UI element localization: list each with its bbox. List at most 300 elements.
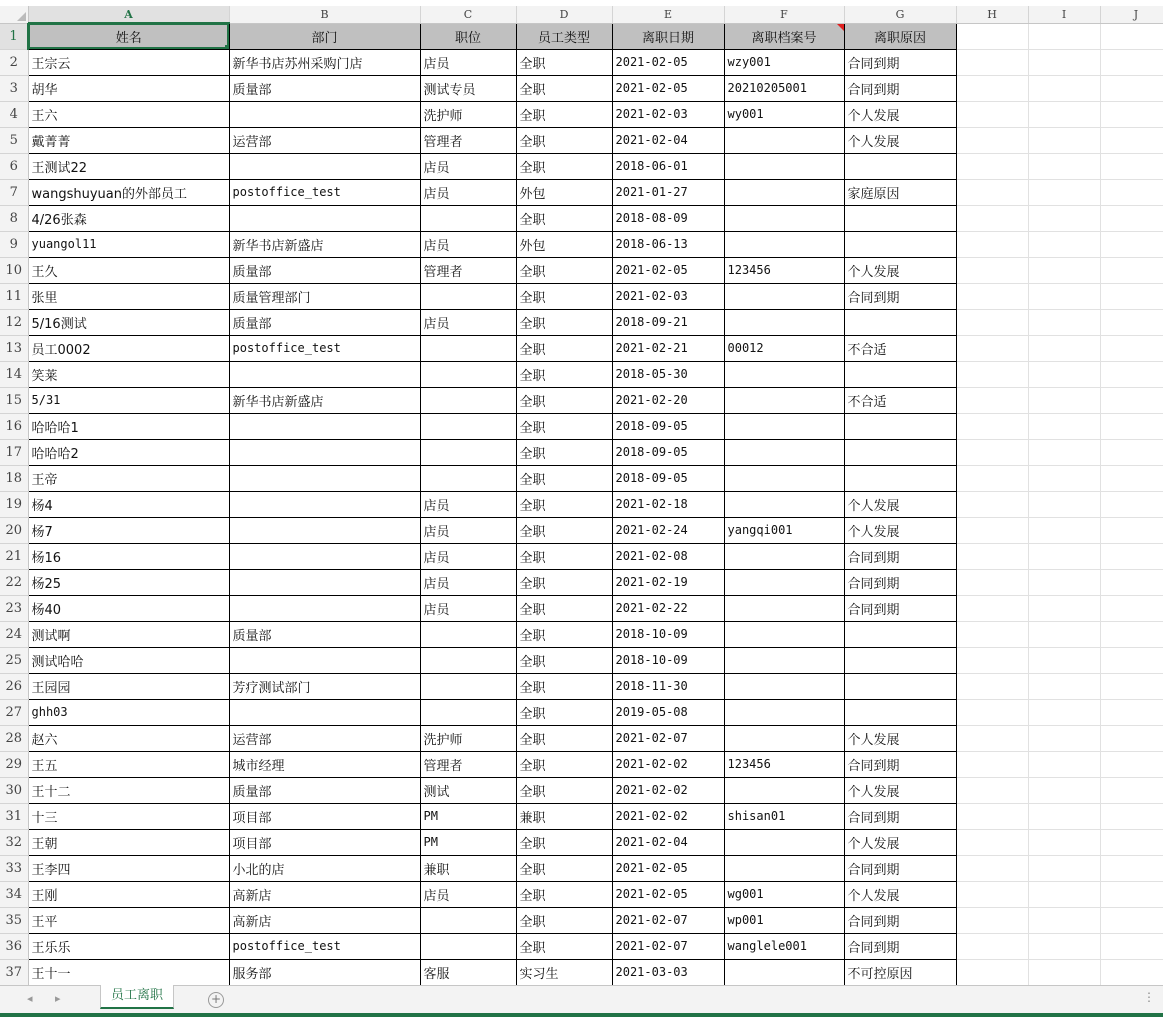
- cell[interactable]: 合同到期: [844, 49, 956, 75]
- cell[interactable]: 全职: [516, 257, 612, 283]
- cell[interactable]: 2018-10-09: [612, 621, 724, 647]
- cell[interactable]: 张里: [28, 283, 229, 309]
- cell[interactable]: 全职: [516, 101, 612, 127]
- empty-cell[interactable]: [1028, 621, 1100, 647]
- cell[interactable]: 外包: [516, 231, 612, 257]
- cell[interactable]: 兼职: [420, 855, 516, 881]
- cell[interactable]: postoffice_test: [229, 335, 420, 361]
- row-header[interactable]: 27: [0, 699, 28, 725]
- cell[interactable]: [844, 231, 956, 257]
- empty-cell[interactable]: [1028, 49, 1100, 75]
- row-header[interactable]: 14: [0, 361, 28, 387]
- empty-cell[interactable]: [956, 933, 1028, 959]
- cell[interactable]: 全职: [516, 205, 612, 231]
- cell[interactable]: 测试啊: [28, 621, 229, 647]
- cell[interactable]: [229, 595, 420, 621]
- empty-cell[interactable]: [1028, 23, 1100, 49]
- column-header-d[interactable]: D: [516, 6, 612, 23]
- cell[interactable]: 测试哈哈: [28, 647, 229, 673]
- cell[interactable]: 运营部: [229, 725, 420, 751]
- empty-cell[interactable]: [1028, 569, 1100, 595]
- cell[interactable]: 洗护师: [420, 725, 516, 751]
- cell[interactable]: 戴菁菁: [28, 127, 229, 153]
- empty-cell[interactable]: [956, 777, 1028, 803]
- cell-table[interactable]: [0, 6, 1163, 985]
- column-header-a[interactable]: A: [28, 6, 229, 23]
- cell[interactable]: 个人发展: [844, 257, 956, 283]
- column-header-j[interactable]: J: [1100, 6, 1163, 23]
- empty-cell[interactable]: [1100, 361, 1163, 387]
- cell[interactable]: [724, 179, 844, 205]
- cell[interactable]: [724, 725, 844, 751]
- empty-cell[interactable]: [956, 621, 1028, 647]
- empty-cell[interactable]: [1028, 933, 1100, 959]
- cell[interactable]: [724, 959, 844, 985]
- column-header-h[interactable]: H: [956, 6, 1028, 23]
- cell[interactable]: 兼职: [516, 803, 612, 829]
- cell[interactable]: [724, 647, 844, 673]
- column-header-b[interactable]: B: [229, 6, 420, 23]
- empty-cell[interactable]: [1028, 751, 1100, 777]
- empty-cell[interactable]: [1100, 491, 1163, 517]
- cell[interactable]: 2021-02-21: [612, 335, 724, 361]
- cell[interactable]: 芳疗测试部门: [229, 673, 420, 699]
- cell[interactable]: 2018-09-05: [612, 413, 724, 439]
- cell[interactable]: 王乐乐: [28, 933, 229, 959]
- cell[interactable]: 2021-03-03: [612, 959, 724, 985]
- empty-cell[interactable]: [1028, 179, 1100, 205]
- select-all-corner[interactable]: [0, 6, 28, 23]
- cell[interactable]: 合同到期: [844, 543, 956, 569]
- empty-cell[interactable]: [956, 647, 1028, 673]
- cell[interactable]: [724, 621, 844, 647]
- cell[interactable]: 全职: [516, 621, 612, 647]
- empty-cell[interactable]: [1100, 881, 1163, 907]
- row-header[interactable]: 12: [0, 309, 28, 335]
- cell[interactable]: [724, 465, 844, 491]
- cell[interactable]: 高新店: [229, 881, 420, 907]
- row-header[interactable]: 24: [0, 621, 28, 647]
- cell[interactable]: 实习生: [516, 959, 612, 985]
- empty-cell[interactable]: [1100, 647, 1163, 673]
- empty-cell[interactable]: [956, 439, 1028, 465]
- cell[interactable]: 杨4: [28, 491, 229, 517]
- cell[interactable]: 不合适: [844, 335, 956, 361]
- cell[interactable]: 店员: [420, 517, 516, 543]
- empty-cell[interactable]: [956, 413, 1028, 439]
- empty-cell[interactable]: [956, 907, 1028, 933]
- empty-cell[interactable]: [1028, 829, 1100, 855]
- cell[interactable]: [724, 387, 844, 413]
- cell[interactable]: [420, 387, 516, 413]
- cell[interactable]: 2021-02-05: [612, 75, 724, 101]
- empty-cell[interactable]: [956, 491, 1028, 517]
- empty-cell[interactable]: [956, 283, 1028, 309]
- cell[interactable]: 2021-02-02: [612, 803, 724, 829]
- empty-cell[interactable]: [956, 543, 1028, 569]
- cell[interactable]: 王平: [28, 907, 229, 933]
- row-header[interactable]: 33: [0, 855, 28, 881]
- cell[interactable]: 王六: [28, 101, 229, 127]
- cell[interactable]: 2021-02-03: [612, 283, 724, 309]
- empty-cell[interactable]: [1100, 621, 1163, 647]
- row-header[interactable]: 31: [0, 803, 28, 829]
- cell[interactable]: [724, 595, 844, 621]
- empty-cell[interactable]: [956, 101, 1028, 127]
- cell[interactable]: [844, 361, 956, 387]
- cell[interactable]: 2018-08-09: [612, 205, 724, 231]
- empty-cell[interactable]: [1100, 517, 1163, 543]
- row-header[interactable]: 10: [0, 257, 28, 283]
- cell[interactable]: 质量管理部门: [229, 283, 420, 309]
- empty-cell[interactable]: [1028, 257, 1100, 283]
- header-cell[interactable]: 职位: [420, 23, 516, 49]
- cell[interactable]: 新华书店苏州采购门店: [229, 49, 420, 75]
- column-header-c[interactable]: C: [420, 6, 516, 23]
- cell[interactable]: 王李四: [28, 855, 229, 881]
- cell[interactable]: [724, 283, 844, 309]
- row-header[interactable]: 35: [0, 907, 28, 933]
- cell[interactable]: 2021-02-19: [612, 569, 724, 595]
- cell[interactable]: [229, 101, 420, 127]
- empty-cell[interactable]: [1100, 673, 1163, 699]
- empty-cell[interactable]: [956, 751, 1028, 777]
- cell[interactable]: 5/16测试: [28, 309, 229, 335]
- cell[interactable]: 王朝: [28, 829, 229, 855]
- cell[interactable]: [844, 153, 956, 179]
- cell[interactable]: [420, 907, 516, 933]
- row-header[interactable]: 5: [0, 127, 28, 153]
- cell[interactable]: 店员: [420, 49, 516, 75]
- row-header[interactable]: 3: [0, 75, 28, 101]
- row-header[interactable]: 17: [0, 439, 28, 465]
- cell[interactable]: 2021-02-04: [612, 127, 724, 153]
- cell[interactable]: 杨7: [28, 517, 229, 543]
- cell[interactable]: 杨16: [28, 543, 229, 569]
- empty-cell[interactable]: [1100, 933, 1163, 959]
- cell[interactable]: 全职: [516, 335, 612, 361]
- cell[interactable]: [724, 673, 844, 699]
- row-header[interactable]: 21: [0, 543, 28, 569]
- empty-cell[interactable]: [1028, 361, 1100, 387]
- cell[interactable]: wy001: [724, 101, 844, 127]
- empty-cell[interactable]: [1028, 673, 1100, 699]
- empty-cell[interactable]: [956, 257, 1028, 283]
- empty-cell[interactable]: [1100, 595, 1163, 621]
- cell[interactable]: 2021-02-07: [612, 907, 724, 933]
- empty-cell[interactable]: [1100, 439, 1163, 465]
- empty-cell[interactable]: [1100, 569, 1163, 595]
- cell[interactable]: 王久: [28, 257, 229, 283]
- cell[interactable]: 店员: [420, 179, 516, 205]
- cell[interactable]: [420, 439, 516, 465]
- cell[interactable]: [844, 621, 956, 647]
- cell[interactable]: [724, 413, 844, 439]
- row-header[interactable]: 18: [0, 465, 28, 491]
- cell[interactable]: 00012: [724, 335, 844, 361]
- cell[interactable]: 合同到期: [844, 855, 956, 881]
- cell[interactable]: yuangol11: [28, 231, 229, 257]
- cell[interactable]: PM: [420, 829, 516, 855]
- cell[interactable]: 4/26张森: [28, 205, 229, 231]
- next-sheet-icon[interactable]: ▸: [55, 992, 61, 1005]
- cell[interactable]: 2018-06-01: [612, 153, 724, 179]
- empty-cell[interactable]: [956, 855, 1028, 881]
- cell[interactable]: [844, 465, 956, 491]
- cell[interactable]: 小北的店: [229, 855, 420, 881]
- cell[interactable]: 全职: [516, 49, 612, 75]
- cell[interactable]: [229, 153, 420, 179]
- empty-cell[interactable]: [956, 75, 1028, 101]
- row-header[interactable]: 28: [0, 725, 28, 751]
- cell[interactable]: 新华书店新盛店: [229, 387, 420, 413]
- cell[interactable]: [724, 491, 844, 517]
- empty-cell[interactable]: [1028, 101, 1100, 127]
- empty-cell[interactable]: [956, 699, 1028, 725]
- cell[interactable]: 全职: [516, 595, 612, 621]
- cell[interactable]: 质量部: [229, 621, 420, 647]
- cell[interactable]: 全职: [516, 569, 612, 595]
- cell[interactable]: [420, 673, 516, 699]
- empty-cell[interactable]: [1028, 517, 1100, 543]
- cell[interactable]: 2021-02-22: [612, 595, 724, 621]
- empty-cell[interactable]: [1100, 699, 1163, 725]
- cell[interactable]: 王十二: [28, 777, 229, 803]
- cell[interactable]: 2018-09-05: [612, 465, 724, 491]
- cell[interactable]: 赵六: [28, 725, 229, 751]
- column-header-e[interactable]: E: [612, 6, 724, 23]
- cell[interactable]: 十三: [28, 803, 229, 829]
- cell[interactable]: 员工0002: [28, 335, 229, 361]
- cell[interactable]: 合同到期: [844, 933, 956, 959]
- cell[interactable]: 全职: [516, 933, 612, 959]
- cell[interactable]: 个人发展: [844, 127, 956, 153]
- empty-cell[interactable]: [956, 49, 1028, 75]
- empty-cell[interactable]: [956, 361, 1028, 387]
- cell[interactable]: 全职: [516, 517, 612, 543]
- cell[interactable]: 杨40: [28, 595, 229, 621]
- cell[interactable]: 店员: [420, 231, 516, 257]
- cell[interactable]: 2021-02-05: [612, 49, 724, 75]
- row-header[interactable]: 7: [0, 179, 28, 205]
- empty-cell[interactable]: [1028, 75, 1100, 101]
- cell[interactable]: 高新店: [229, 907, 420, 933]
- cell[interactable]: [229, 439, 420, 465]
- cell[interactable]: 2021-02-05: [612, 257, 724, 283]
- empty-cell[interactable]: [1100, 127, 1163, 153]
- cell[interactable]: [229, 569, 420, 595]
- cell[interactable]: 家庭原因: [844, 179, 956, 205]
- empty-cell[interactable]: [1028, 439, 1100, 465]
- cell[interactable]: 全职: [516, 387, 612, 413]
- empty-cell[interactable]: [956, 725, 1028, 751]
- cell[interactable]: 王五: [28, 751, 229, 777]
- cell[interactable]: wanglele001: [724, 933, 844, 959]
- cell[interactable]: [420, 335, 516, 361]
- cell[interactable]: [724, 439, 844, 465]
- empty-cell[interactable]: [1028, 777, 1100, 803]
- cell[interactable]: 测试专员: [420, 75, 516, 101]
- empty-cell[interactable]: [1028, 309, 1100, 335]
- cell[interactable]: 2018-05-30: [612, 361, 724, 387]
- cell[interactable]: 王测试22: [28, 153, 229, 179]
- cell[interactable]: [844, 647, 956, 673]
- cell[interactable]: 全职: [516, 699, 612, 725]
- cell[interactable]: 个人发展: [844, 829, 956, 855]
- empty-cell[interactable]: [956, 309, 1028, 335]
- cell[interactable]: 全职: [516, 127, 612, 153]
- cell[interactable]: 123456: [724, 257, 844, 283]
- empty-cell[interactable]: [1100, 829, 1163, 855]
- empty-cell[interactable]: [956, 23, 1028, 49]
- cell[interactable]: 全职: [516, 725, 612, 751]
- empty-cell[interactable]: [1028, 231, 1100, 257]
- empty-cell[interactable]: [1028, 595, 1100, 621]
- cell[interactable]: [844, 205, 956, 231]
- empty-cell[interactable]: [956, 387, 1028, 413]
- cell[interactable]: 店员: [420, 569, 516, 595]
- cell[interactable]: [724, 153, 844, 179]
- cell[interactable]: 全职: [516, 855, 612, 881]
- cell[interactable]: [844, 699, 956, 725]
- row-header[interactable]: 29: [0, 751, 28, 777]
- cell[interactable]: 2019-05-08: [612, 699, 724, 725]
- cell[interactable]: 管理者: [420, 257, 516, 283]
- empty-cell[interactable]: [1100, 153, 1163, 179]
- empty-cell[interactable]: [956, 959, 1028, 985]
- cell[interactable]: 王园园: [28, 673, 229, 699]
- empty-cell[interactable]: [1100, 231, 1163, 257]
- cell[interactable]: 项目部: [229, 803, 420, 829]
- cell[interactable]: 店员: [420, 309, 516, 335]
- empty-cell[interactable]: [956, 595, 1028, 621]
- cell[interactable]: 王宗云: [28, 49, 229, 75]
- empty-cell[interactable]: [1028, 699, 1100, 725]
- empty-cell[interactable]: [956, 179, 1028, 205]
- cell[interactable]: 2021-02-02: [612, 777, 724, 803]
- cell[interactable]: shisan01: [724, 803, 844, 829]
- row-header[interactable]: 9: [0, 231, 28, 257]
- cell[interactable]: 合同到期: [844, 595, 956, 621]
- row-header[interactable]: 25: [0, 647, 28, 673]
- cell[interactable]: 2021-02-05: [612, 881, 724, 907]
- row-header[interactable]: 1: [0, 23, 28, 49]
- cell[interactable]: 5/31: [28, 387, 229, 413]
- cell[interactable]: 20210205001: [724, 75, 844, 101]
- cell[interactable]: 2018-09-21: [612, 309, 724, 335]
- cell[interactable]: [229, 543, 420, 569]
- cell[interactable]: 全职: [516, 543, 612, 569]
- empty-cell[interactable]: [1028, 127, 1100, 153]
- cell[interactable]: [229, 205, 420, 231]
- cell[interactable]: 全职: [516, 829, 612, 855]
- row-header[interactable]: 16: [0, 413, 28, 439]
- cell[interactable]: 店员: [420, 491, 516, 517]
- cell[interactable]: 2021-02-02: [612, 751, 724, 777]
- cell[interactable]: 客服: [420, 959, 516, 985]
- cell[interactable]: 全职: [516, 907, 612, 933]
- cell[interactable]: 2018-09-05: [612, 439, 724, 465]
- cell[interactable]: 管理者: [420, 127, 516, 153]
- row-header[interactable]: 20: [0, 517, 28, 543]
- empty-cell[interactable]: [1100, 387, 1163, 413]
- empty-cell[interactable]: [1100, 413, 1163, 439]
- row-header[interactable]: 6: [0, 153, 28, 179]
- empty-cell[interactable]: [956, 205, 1028, 231]
- empty-cell[interactable]: [1100, 777, 1163, 803]
- empty-cell[interactable]: [1100, 101, 1163, 127]
- cell[interactable]: [229, 647, 420, 673]
- cell[interactable]: 全职: [516, 75, 612, 101]
- cell[interactable]: 城市经理: [229, 751, 420, 777]
- cell[interactable]: 全职: [516, 673, 612, 699]
- cell[interactable]: 合同到期: [844, 283, 956, 309]
- row-header[interactable]: 8: [0, 205, 28, 231]
- cell[interactable]: 2018-06-13: [612, 231, 724, 257]
- cell[interactable]: 哈哈哈2: [28, 439, 229, 465]
- cell[interactable]: 个人发展: [844, 517, 956, 543]
- sheet-tab-active[interactable]: 员工离职: [100, 985, 174, 1009]
- empty-cell[interactable]: [956, 881, 1028, 907]
- cell[interactable]: 合同到期: [844, 569, 956, 595]
- cell[interactable]: [420, 933, 516, 959]
- empty-cell[interactable]: [1028, 153, 1100, 179]
- cell[interactable]: 全职: [516, 153, 612, 179]
- cell[interactable]: 运营部: [229, 127, 420, 153]
- empty-cell[interactable]: [956, 803, 1028, 829]
- cell[interactable]: [420, 413, 516, 439]
- cell[interactable]: postoffice_test: [229, 933, 420, 959]
- cell[interactable]: [229, 465, 420, 491]
- cell[interactable]: 个人发展: [844, 777, 956, 803]
- prev-sheet-icon[interactable]: ◂: [27, 992, 33, 1005]
- row-header[interactable]: 26: [0, 673, 28, 699]
- empty-cell[interactable]: [1028, 387, 1100, 413]
- empty-cell[interactable]: [1100, 283, 1163, 309]
- empty-cell[interactable]: [1100, 959, 1163, 985]
- cell[interactable]: PM: [420, 803, 516, 829]
- empty-cell[interactable]: [956, 569, 1028, 595]
- cell[interactable]: 笑莱: [28, 361, 229, 387]
- cell[interactable]: 全职: [516, 647, 612, 673]
- cell[interactable]: [844, 309, 956, 335]
- cell[interactable]: 店员: [420, 153, 516, 179]
- cell[interactable]: [420, 647, 516, 673]
- cell[interactable]: yangqi001: [724, 517, 844, 543]
- cell[interactable]: [420, 283, 516, 309]
- cell[interactable]: 全职: [516, 439, 612, 465]
- cell[interactable]: 123456: [724, 751, 844, 777]
- column-header-f[interactable]: F: [724, 6, 844, 23]
- cell[interactable]: [229, 517, 420, 543]
- cell[interactable]: wg001: [724, 881, 844, 907]
- cell[interactable]: 杨25: [28, 569, 229, 595]
- empty-cell[interactable]: [1028, 881, 1100, 907]
- cell[interactable]: 质量部: [229, 75, 420, 101]
- empty-cell[interactable]: [1100, 725, 1163, 751]
- header-cell[interactable]: 姓名: [28, 23, 229, 49]
- row-header[interactable]: 30: [0, 777, 28, 803]
- cell[interactable]: 2021-02-20: [612, 387, 724, 413]
- header-cell[interactable]: 离职档案号: [724, 23, 844, 49]
- cell[interactable]: 测试: [420, 777, 516, 803]
- cell[interactable]: 不合适: [844, 387, 956, 413]
- cell[interactable]: 外包: [516, 179, 612, 205]
- cell[interactable]: 全职: [516, 491, 612, 517]
- row-header[interactable]: 34: [0, 881, 28, 907]
- cell[interactable]: [724, 543, 844, 569]
- cell[interactable]: [724, 569, 844, 595]
